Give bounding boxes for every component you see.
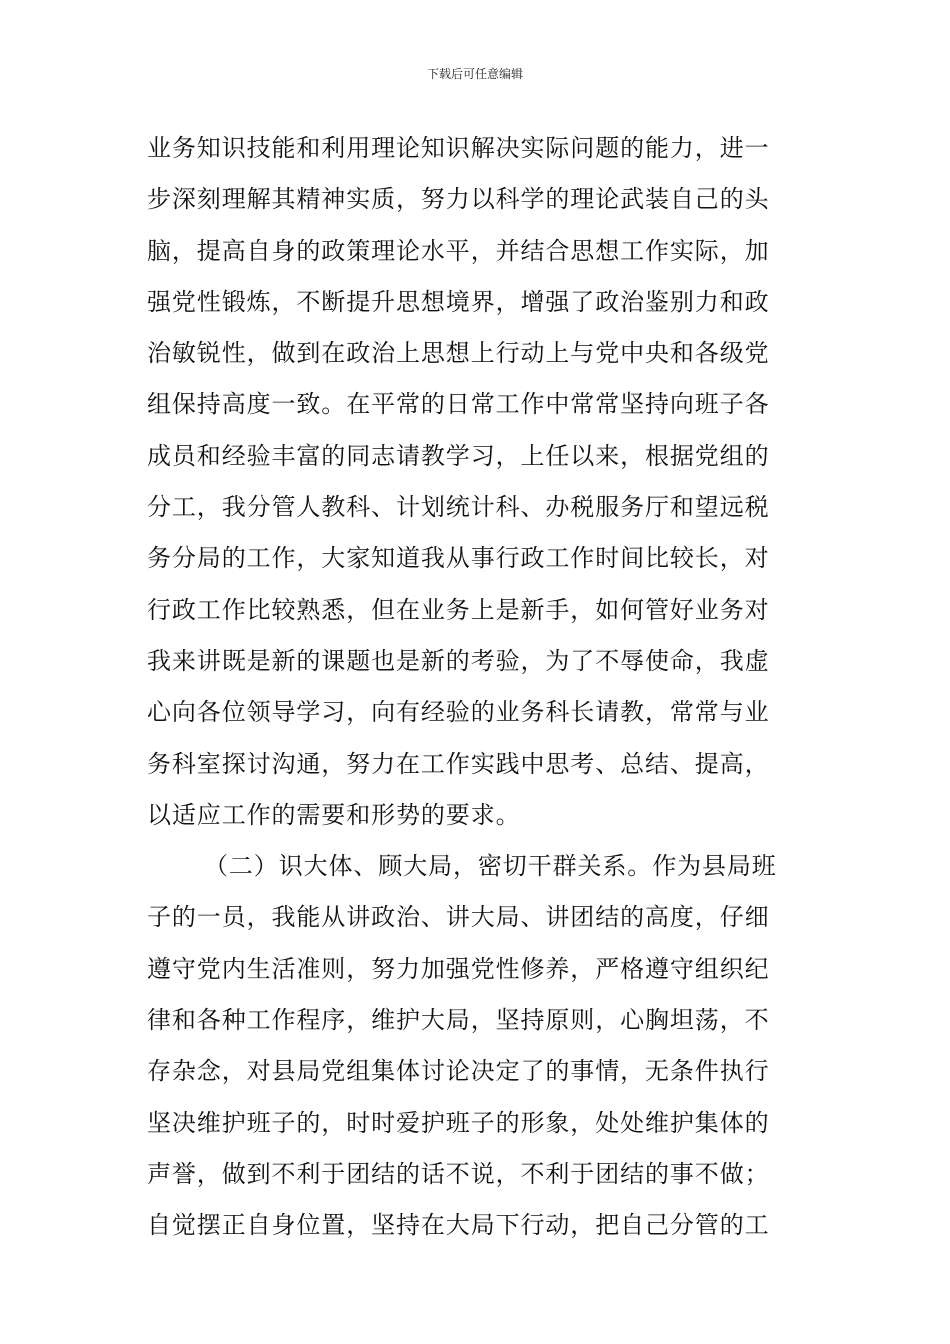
text-line: 自觉摆正自身位置，坚持在大局下行动，把自己分管的工 <box>147 1211 770 1240</box>
text-line: 业务知识技能和利用理论知识解决实际问题的能力，进一 <box>147 134 770 162</box>
text-line: 行政工作比较熟悉，但在业务上是新手，如何管好业务对 <box>147 595 770 624</box>
text-line: 以适应工作的需要和形势的要求。 <box>147 800 521 829</box>
text-line: 遵守党内生活准则，努力加强党性修养，严格遵守组织纪 <box>147 954 770 983</box>
text-line: 务科室探讨沟通，努力在工作实践中思考、总结、提高， <box>147 749 770 778</box>
section-heading-line: （二）识大体、顾大局，密切干群关系。作为县局班 <box>204 852 777 881</box>
body-text <box>147 128 807 1257</box>
text-line: 务分局的工作，大家知道我从事行政工作时间比较长，对 <box>147 544 770 573</box>
text-line: 心向各位领导学习，向有经验的业务科长请教，常常与业 <box>147 698 770 727</box>
text-line: 强党性锻炼，不断提升思想境界，增强了政治鉴别力和政 <box>147 287 770 316</box>
text-line: 步深刻理解其精神实质，努力以科学的理论武装自己的头 <box>147 185 770 214</box>
text-line: 分工，我分管人教科、计划统计科、办税服务厅和望远税 <box>147 493 770 522</box>
text-line: 子的一员，我能从讲政治、讲大局、讲团结的高度，仔细 <box>147 903 770 932</box>
text-line: 声誉，做到不利于团结的话不说，不利于团结的事不做； <box>147 1159 770 1188</box>
page-header-note: 下载后可任意编辑 <box>426 67 523 81</box>
text-line: 我来讲既是新的课题也是新的考验，为了不辱使命，我虚 <box>147 646 770 675</box>
text-line: 存杂念，对县局党组集体讨论决定了的事情，无条件执行 <box>147 1057 770 1086</box>
text-line: 成员和经验丰富的同志请教学习，上任以来，根据党组的 <box>147 441 770 470</box>
text-line: 组保持高度一致。在平常的日常工作中常常坚持向班子各 <box>147 390 770 419</box>
text-line: 治敏锐性，做到在政治上思想上行动上与党中央和各级党 <box>147 339 770 368</box>
text-line: 坚决维护班子的，时时爱护班子的形象，处处维护集体的 <box>147 1108 770 1137</box>
text-line: 律和各种工作程序，维护大局，坚持原则，心胸坦荡，不 <box>147 1006 770 1035</box>
text-line: 脑，提高自身的政策理论水平，并结合思想工作实际，加 <box>147 236 770 265</box>
